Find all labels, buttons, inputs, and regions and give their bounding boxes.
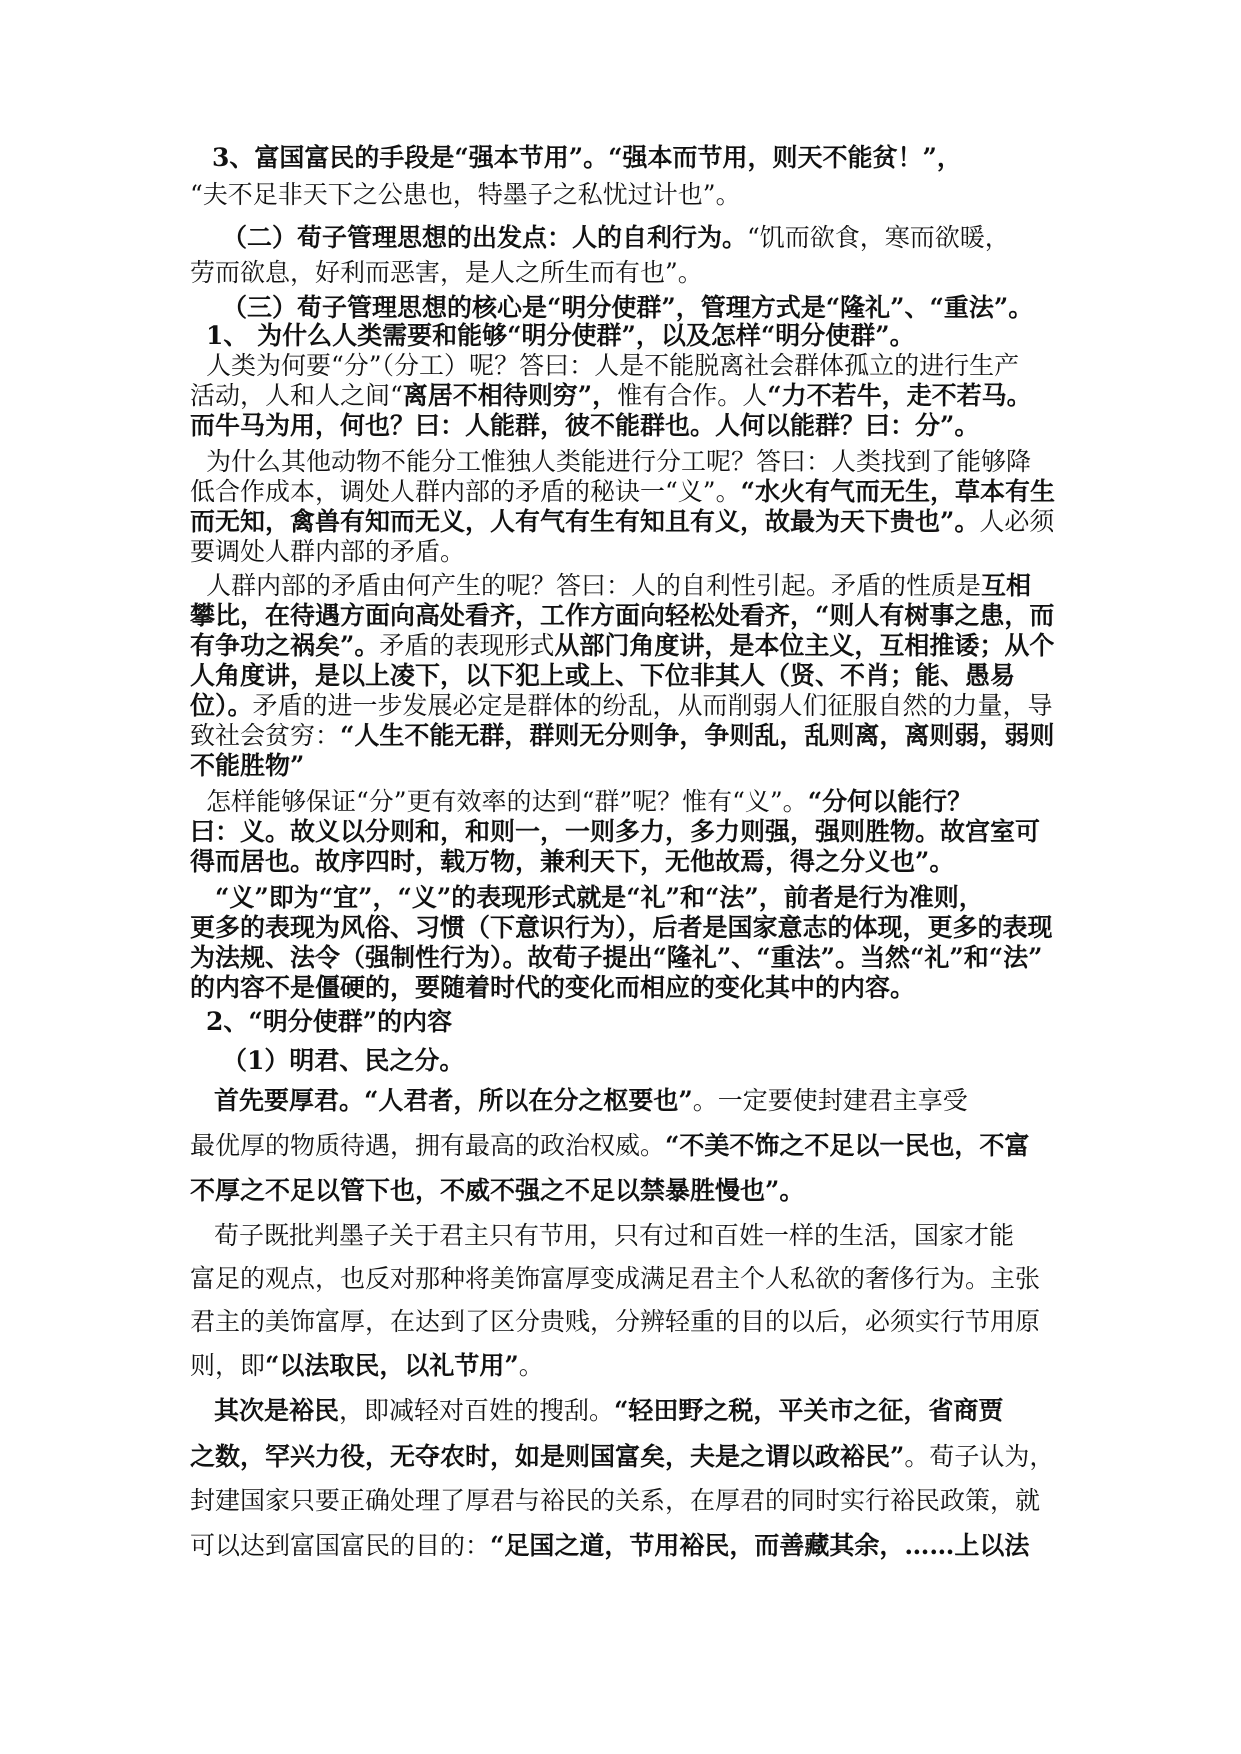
text-line — [215, 882, 984, 914]
bold-text: “不美不饰之不足以一民也，不富 — [665, 1131, 1030, 1160]
text-line — [214, 1085, 968, 1117]
body-text: 怎样能够保证“分”更有效率的达到“群”呢？惟有“义”。 — [206, 787, 808, 816]
bold-text: 互相 — [981, 571, 1032, 600]
body-text: 君主的美饰富厚，在达到了区分贵贱，分辨轻重的目的以后，必须实行节用原 — [190, 1307, 1041, 1336]
bold-text: 位）。 — [190, 691, 253, 720]
text-line — [190, 1130, 1029, 1162]
bold-text: 其次是裕民 — [214, 1396, 340, 1425]
body-text: 矛盾的表现形式 — [379, 631, 555, 660]
text-line — [190, 380, 1032, 412]
bold-text: 的内容不是僵硬的，要随着时代的变化而相应的变化其中的内容。 — [190, 973, 916, 1002]
text-line — [190, 476, 1055, 508]
text-line — [190, 750, 304, 782]
text-line — [214, 1220, 1014, 1252]
bold-text: “分何以能行？ — [807, 787, 973, 816]
text-line — [206, 350, 1019, 382]
body-text: 矛盾的进一步发展必定是群体的纷乱，从而削弱人们征服自然的力量，导 — [252, 691, 1053, 720]
text-line — [190, 506, 1054, 538]
text-line — [190, 1306, 1040, 1338]
text-line — [214, 1395, 1003, 1427]
text-line — [190, 972, 915, 1004]
bold-text: 离居不相待则穷”， — [402, 381, 618, 410]
text-line — [190, 630, 1054, 662]
text-line — [190, 410, 979, 442]
bold-text: （二）荀子管理思想的出发点：人的自利行为。 — [222, 223, 748, 252]
text-line — [190, 1485, 1040, 1517]
bold-text: 而无知，禽兽有知而无义，人有气有生有知且有义，故最为天下贵也”。 — [190, 507, 980, 536]
text-line — [190, 1263, 1040, 1295]
body-text: 富足的观点，也反对那种将美饰富厚变成满足君主个人私欲的奢侈行为。主张 — [190, 1264, 1041, 1293]
text-line — [222, 222, 1010, 254]
bold-text: 为法规、法令（强制性行为）。故荀子提出“隆礼”、“重法”。当然“礼”和“法” — [190, 943, 1043, 972]
text-line — [190, 720, 1054, 752]
body-text: 致社会贫穷： — [190, 721, 341, 750]
body-text: 劳而欲息，好利而恶害，是人之所生而有也”。 — [190, 258, 703, 287]
bold-text: “水火有气而无生，草本有生 — [740, 477, 1055, 506]
bold-text: （1）明君、民之分。 — [222, 1046, 465, 1075]
bold-text: 曰：义。故义以分则和，和则一，一则多力，多力则强，强则胜物。故宫室可 — [190, 817, 1041, 846]
bold-text: 2、“明分使群”的内容 — [206, 1007, 453, 1036]
bold-text: 而牛马为用，何也？曰：人能群，彼不能群也。人何以能群？曰：分”。 — [190, 411, 980, 440]
body-text: 则，即 — [190, 1351, 266, 1380]
body-text: 人必须 — [979, 507, 1055, 536]
body-text: 惟有合作。人 — [617, 381, 768, 410]
text-line — [190, 257, 703, 289]
text-line — [190, 1441, 1054, 1473]
bold-text: “人君者，所以在分之枢要也” — [364, 1086, 693, 1115]
bold-text: 1、 为什么人类需要和能够“明分使群”，以及怎样“明分使群”。 — [206, 321, 915, 350]
body-text: 人群内部的矛盾由何产生的呢？答曰：人的自利性引起。矛盾的性质是 — [206, 571, 982, 600]
bold-text: “义”即为“宜”，“义”的表现形式就是“礼”和“法”，前者是行为准则， — [215, 883, 984, 912]
text-line — [190, 1350, 544, 1382]
bold-text: 人角度讲，是以上凌下，以下犯上或上、下位非其人（贤、不肖；能、愚易 — [190, 661, 1016, 690]
bold-text: “力不若牛，走不若马。 — [767, 381, 1032, 410]
body-text: 低合作成本，调处人群内部的矛盾的秘诀一“义”。 — [190, 477, 741, 506]
text-line — [190, 1530, 1029, 1562]
text-line — [190, 660, 1015, 692]
body-text: 最优厚的物质待遇，拥有最高的政治权威。 — [190, 1131, 666, 1160]
body-text: 。一定要使封建君主享受 — [692, 1086, 968, 1115]
text-line — [206, 446, 1031, 478]
bold-text: 得而居也。故序四时，载万物，兼利天下，无他故焉，得之分义也”。 — [190, 847, 955, 876]
body-text: “夫不足非天下之公患也，特墨子之私忧过计也”。 — [190, 180, 741, 209]
bold-text: 3、富国富民的手段是“强本节用”。“强本而节用，则天不能贫！”， — [212, 143, 962, 172]
text-line — [190, 690, 1053, 722]
body-text: 封建国家只要正确处理了厚君与裕民的关系，在厚君的同时实行裕民政策，就 — [190, 1486, 1041, 1515]
bold-text: “人生不能无群，群则无分则争，争则乱，乱则离，离则弱，弱则 — [340, 721, 1055, 750]
text-line — [206, 320, 915, 352]
text-line — [206, 786, 972, 818]
text-line — [190, 816, 1040, 848]
body-text: 人类为何要“分”（分工）呢？答曰：人是不能脱离社会群体孤立的进行生产 — [206, 351, 1020, 380]
body-text: 可以达到富国富民的目的： — [190, 1531, 491, 1560]
text-line — [190, 912, 1053, 944]
body-text: ，即减轻对百姓的搜刮。 — [339, 1396, 615, 1425]
text-line — [190, 1175, 804, 1207]
bold-text: 不厚之不足以管下也，不威不强之不足以禁暴胜慢也”。 — [190, 1176, 805, 1205]
bold-text: “以法取民，以礼节用” — [265, 1351, 519, 1380]
body-text: 荀子既批判墨子关于君主只有节用，只有过和百姓一样的生活，国家才能 — [214, 1221, 1015, 1250]
bold-text: “足国之道，节用裕民，而善藏其余，……上以法 — [490, 1531, 1030, 1560]
text-line — [190, 600, 1054, 632]
body-text: 要调处人群内部的矛盾。 — [190, 537, 466, 566]
bold-text: 不能胜物” — [190, 751, 305, 780]
bold-text: 攀比，在待遇方面向高处看齐，工作方面向轻松处看齐，“则人有树事之患，而 — [190, 601, 1055, 630]
body-text: 。 — [518, 1351, 544, 1380]
text-line — [206, 1006, 452, 1038]
text-line — [206, 570, 1031, 602]
body-text: 为什么其他动物不能分工惟独人类能进行分工呢？答曰：人类找到了能够降 — [206, 447, 1032, 476]
text-line — [212, 142, 962, 174]
bold-text: 更多的表现为风俗、习惯（下意识行为），后者是国家意志的体现，更多的表现 — [190, 913, 1053, 942]
bold-text: 从部门角度讲，是本位主义，互相推诿；从个 — [554, 631, 1055, 660]
bold-text: （三）荀子管理思想的核心是“明分使群”，管理方式是“隆礼”、“重法”。 — [222, 293, 1034, 322]
text-line — [190, 942, 1043, 974]
bold-text: 之数，罕兴力役，无夺农时，如是则国富矣，夫是之谓以政裕民” — [190, 1442, 905, 1471]
text-line — [190, 846, 954, 878]
bold-text: 有争功之祸矣”。 — [190, 631, 380, 660]
body-text: “饥而欲食，寒而欲暖， — [747, 223, 1010, 252]
text-line — [190, 536, 465, 568]
body-text: 活动，人和人之间“ — [190, 381, 403, 410]
body-text: 。荀子认为， — [904, 1442, 1055, 1471]
text-line — [222, 1045, 464, 1077]
text-line — [190, 179, 741, 211]
bold-text: “轻田野之税，平关市之征，省商贾 — [614, 1396, 1004, 1425]
bold-text: 首先要厚君。 — [214, 1086, 365, 1115]
